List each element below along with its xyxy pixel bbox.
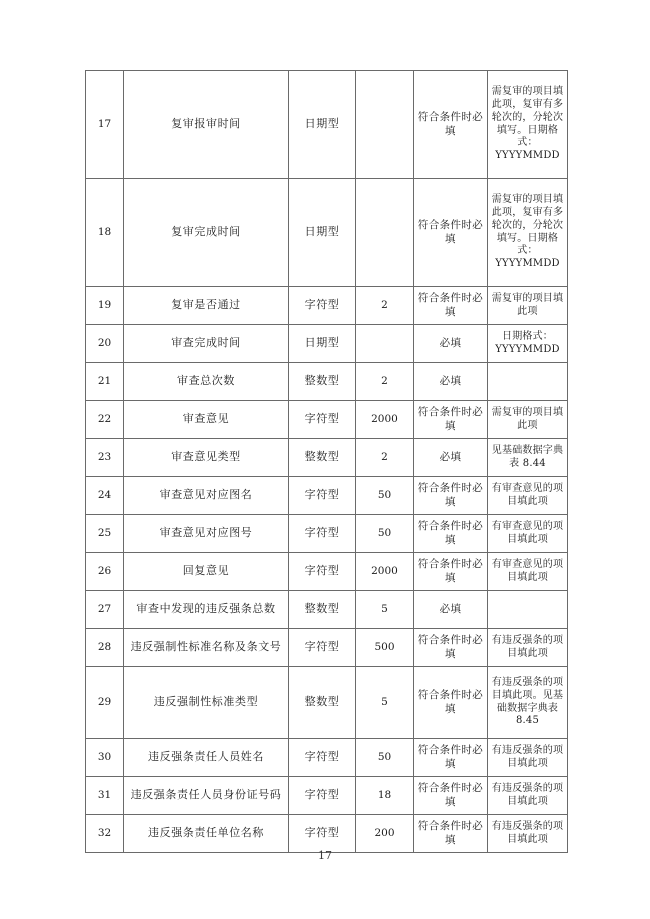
table-row (86, 287, 568, 325)
cell-sequence: 19 (86, 287, 124, 325)
cell-remark (488, 363, 568, 401)
cell-length: 500 (356, 629, 414, 667)
cell-item-name: 复审是否通过 (124, 287, 289, 325)
cell-sequence: 25 (86, 515, 124, 553)
cell-required: 必填 (414, 439, 488, 477)
cell-data-type: 字符型 (289, 777, 356, 815)
cell-required: 符合条件时必填 (414, 815, 488, 853)
cell-data-type: 日期型 (289, 325, 356, 363)
cell-item-name: 违反强条责任人员姓名 (124, 739, 289, 777)
cell-remark: 有违反强条的项目填此项。见基础数据字典表 8.45 (488, 667, 568, 739)
cell-item-name: 审查意见对应图号 (124, 515, 289, 553)
cell-required: 符合条件时必填 (414, 629, 488, 667)
cell-remark: 有违反强条的项目填此项 (488, 815, 568, 853)
cell-remark: 需复审的项目填此项 (488, 287, 568, 325)
cell-required: 符合条件时必填 (414, 553, 488, 591)
cell-sequence: 23 (86, 439, 124, 477)
cell-item-name: 审查中发现的违反强条总数 (124, 591, 289, 629)
cell-item-name: 审查总次数 (124, 363, 289, 401)
cell-length (356, 325, 414, 363)
table-row (86, 591, 568, 629)
cell-required: 必填 (414, 591, 488, 629)
cell-required: 符合条件时必填 (414, 477, 488, 515)
cell-data-type: 字符型 (289, 739, 356, 777)
cell-length: 2 (356, 363, 414, 401)
cell-data-type: 整数型 (289, 667, 356, 739)
cell-data-type: 字符型 (289, 287, 356, 325)
table-row (86, 815, 568, 853)
cell-data-type: 字符型 (289, 629, 356, 667)
cell-required: 符合条件时必填 (414, 179, 488, 287)
cell-required: 符合条件时必填 (414, 739, 488, 777)
cell-data-type: 字符型 (289, 553, 356, 591)
cell-item-name: 复审报审时间 (124, 71, 289, 179)
cell-length: 5 (356, 667, 414, 739)
cell-data-type: 字符型 (289, 401, 356, 439)
cell-length (356, 179, 414, 287)
page-number: 17 (318, 849, 332, 862)
cell-item-name: 审查完成时间 (124, 325, 289, 363)
cell-length: 200 (356, 815, 414, 853)
cell-remark: 有违反强条的项目填此项 (488, 739, 568, 777)
cell-remark: 需复审的项目填此项 (488, 401, 568, 439)
cell-length: 2 (356, 287, 414, 325)
cell-length: 2 (356, 439, 414, 477)
cell-length: 2000 (356, 553, 414, 591)
cell-remark: 需复审的项目填此项，复审有多轮次的，分轮次填写。日期格式：YYYYMMDD (488, 71, 568, 179)
cell-sequence: 27 (86, 591, 124, 629)
cell-remark (488, 591, 568, 629)
cell-data-type: 日期型 (289, 71, 356, 179)
table-row (86, 325, 568, 363)
cell-required: 必填 (414, 363, 488, 401)
table-row (86, 667, 568, 739)
cell-item-name: 审查意见 (124, 401, 289, 439)
table-row (86, 777, 568, 815)
table-row (86, 363, 568, 401)
cell-item-name: 违反强条责任单位名称 (124, 815, 289, 853)
cell-required: 必填 (414, 325, 488, 363)
cell-remark: 有审查意见的项目填此项 (488, 515, 568, 553)
cell-sequence: 24 (86, 477, 124, 515)
table-body (86, 71, 568, 853)
cell-required: 符合条件时必填 (414, 287, 488, 325)
cell-required: 符合条件时必填 (414, 71, 488, 179)
cell-sequence: 26 (86, 553, 124, 591)
cell-length: 18 (356, 777, 414, 815)
data-item-table-wrapper (85, 70, 567, 853)
cell-data-type: 字符型 (289, 515, 356, 553)
cell-item-name: 审查意见对应图名 (124, 477, 289, 515)
cell-sequence: 28 (86, 629, 124, 667)
table-row (86, 629, 568, 667)
cell-length: 5 (356, 591, 414, 629)
table-row (86, 401, 568, 439)
table-row (86, 477, 568, 515)
cell-item-name: 回复意见 (124, 553, 289, 591)
cell-data-type: 整数型 (289, 363, 356, 401)
cell-length: 50 (356, 477, 414, 515)
cell-data-type: 整数型 (289, 591, 356, 629)
cell-sequence: 32 (86, 815, 124, 853)
table-row (86, 439, 568, 477)
data-item-table (85, 70, 568, 853)
cell-item-name: 审查意见类型 (124, 439, 289, 477)
cell-sequence: 18 (86, 179, 124, 287)
cell-sequence: 30 (86, 739, 124, 777)
cell-sequence: 17 (86, 71, 124, 179)
cell-remark: 见基础数据字典表 8.44 (488, 439, 568, 477)
cell-remark: 日期格式：YYYYMMDD (488, 325, 568, 363)
cell-data-type: 日期型 (289, 179, 356, 287)
cell-remark: 有审查意见的项目填此项 (488, 477, 568, 515)
cell-data-type: 字符型 (289, 815, 356, 853)
cell-remark: 需复审的项目填此项，复审有多轮次的，分轮次填写。日期格式：YYYYMMDD (488, 179, 568, 287)
cell-data-type: 整数型 (289, 439, 356, 477)
cell-length: 50 (356, 515, 414, 553)
cell-item-name: 违反强制性标准名称及条文号 (124, 629, 289, 667)
cell-sequence: 20 (86, 325, 124, 363)
cell-sequence: 22 (86, 401, 124, 439)
cell-sequence: 21 (86, 363, 124, 401)
table-row (86, 553, 568, 591)
table-row (86, 71, 568, 179)
cell-required: 符合条件时必填 (414, 401, 488, 439)
cell-remark: 有审查意见的项目填此项 (488, 553, 568, 591)
cell-sequence: 31 (86, 777, 124, 815)
table-row (86, 739, 568, 777)
cell-item-name: 违反强制性标准类型 (124, 667, 289, 739)
cell-length (356, 71, 414, 179)
cell-remark: 有违反强条的项目填此项 (488, 777, 568, 815)
cell-item-name: 违反强条责任人员身份证号码 (124, 777, 289, 815)
cell-data-type: 字符型 (289, 477, 356, 515)
table-row (86, 179, 568, 287)
cell-required: 符合条件时必填 (414, 515, 488, 553)
cell-length: 2000 (356, 401, 414, 439)
cell-remark: 有违反强条的项目填此项 (488, 629, 568, 667)
cell-required: 符合条件时必填 (414, 777, 488, 815)
cell-length: 50 (356, 739, 414, 777)
cell-required: 符合条件时必填 (414, 667, 488, 739)
table-row (86, 515, 568, 553)
cell-sequence: 29 (86, 667, 124, 739)
cell-item-name: 复审完成时间 (124, 179, 289, 287)
